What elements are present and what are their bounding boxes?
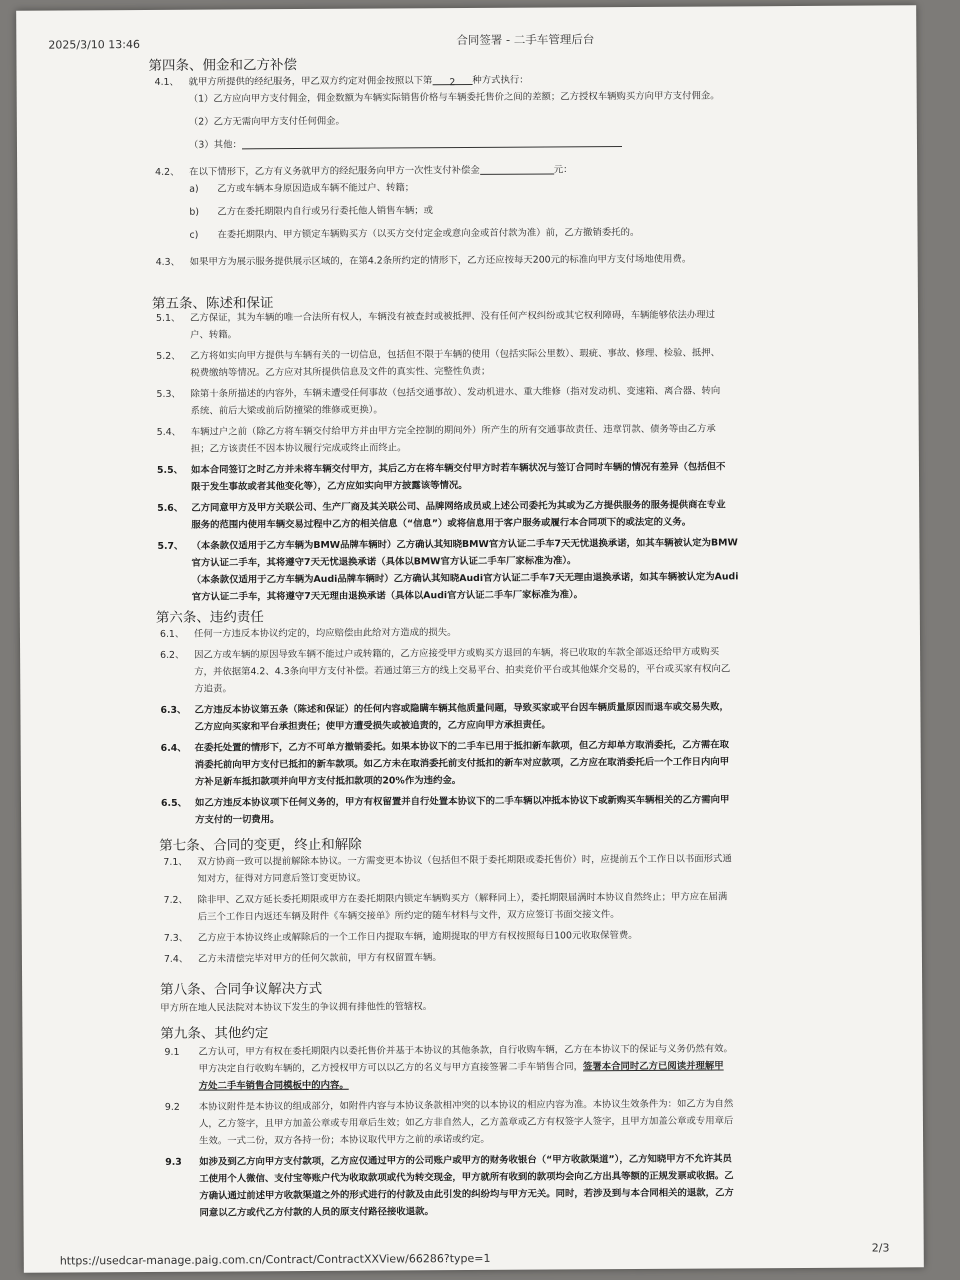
clause-7-1-cont: 知对方，征得对方同意后签订变更协议。 — [197, 872, 367, 885]
clause-6-5: 6.5、 如乙方违反本协议项下任何义务的，甲方有权留置并自行处置本协议下的二手车辆以冲抵本协议下或新购买车辆相关的乙方需向甲 — [160, 794, 730, 809]
clause-7-2-cont: 后三个工作日内返还车辆及附件《车辆交接单》所约定的随车材料与文件，双方应签订书面交接文件。 — [197, 909, 620, 923]
clause-6-1: 6.1、 任何一方违反本协议约定的，均应赔偿由此给对方造成的损失。 — [159, 627, 457, 640]
clause-5-6-cont: 服务的范围内使用车辆交易过程中乙方的相关信息（“信息”）或将信息用于客户服务或履行本合同项下的或法定的义务。 — [191, 516, 692, 531]
clause-5-2-cont: 税费缴纳等情况。乙方应对其所提供信息及文件的真实性、完整性负责； — [190, 365, 491, 379]
clause-5-1: 5.1、 乙方保证，其为车辆的唯一合法所有权人，车辆没有被查封或被抵押、没有任何产权纠纷或其它权利障碍，车辆能够依法办理过 — [156, 309, 716, 324]
clause-5-7: 5.7、 （本条款仅适用于乙方车辆为BMW品牌车辆时）乙方确认其知晓BMW官方认证二手车7天无忧退换承诺，如其车辆被认定为BMW — [157, 537, 738, 552]
clause-4-3: 4.3、 如果甲方为展示服务提供展示区域的，在第4.2条所约定的情形下，乙方还应按每天200元的标准向甲方支付场地使用费。 — [155, 253, 692, 268]
case-a: a) 乙方或车辆本身原因造成车辆不能过户、转籍； — [189, 182, 415, 195]
section-9-title: 第九条、其他约定 — [160, 1025, 269, 1042]
section-8-title: 第八条、合同争议解决方式 — [160, 980, 323, 998]
clause-9-1-cont: 甲方决定自行收购车辆的，乙方授权甲方可以以乙方的名义与甲方直接签署二手车销售合同，签署本合同时乙方已阅读并理解甲 — [198, 1060, 724, 1075]
clause-9-2-cont2: 生效。一式二份，双方各持一份；本协议取代甲方之前的承诺或约定。 — [199, 1133, 490, 1147]
contract-page — [16, 5, 924, 1272]
clause-5-4-cont: 担；乙方该责任不因本协议履行完成或终止而终止。 — [190, 442, 407, 455]
clause-5-1-cont: 户、转籍。 — [190, 329, 238, 341]
clause-6-2-cont2: 方追责。 — [194, 683, 232, 695]
clause-6-5-cont: 方支付的一切费用。 — [195, 814, 280, 826]
clause-6-4-cont: 消委托前向甲方支付已抵扣的新车款项。如乙方未在取消委托前支付抵扣的新车对应款项，乙方应在取消委托后一个工作日内向甲 — [194, 756, 730, 771]
section-4-body — [155, 70, 856, 271]
clause-9-3-cont3: 同意以乙方或代乙方付款的人员的原支付路径接收退款。 — [199, 1206, 434, 1219]
option-1: （1）乙方应向甲方支付佣金，佣金数额为车辆实际销售价格与车辆委托售价之间的差额；乙方授权车辆购买方向甲方支付佣金。 — [188, 90, 720, 105]
clause-5-5-cont: 限于发生事故或者其他变化等），乙方应如实向甲方披露该等情况。 — [191, 480, 468, 493]
clause-6-2: 6.2、 因乙方或车辆的原因导致车辆不能过户或转籍的，乙方应接受甲方或购买方退回的车辆，将已收取的车款全部返还给甲方或购买 — [160, 646, 720, 661]
clause-8-text: 甲方所在地人民法院对本协议下发生的争议拥有排他性的管辖权。 — [160, 1001, 433, 1014]
case-c: c) 在委托期限内、甲方锁定车辆购买方（以买方交付定金或意向金或首付款为准）前，乙方撤销委托的。 — [189, 226, 640, 241]
clause-6-3: 6.3、 乙方违反本协议第五条（陈述和保证）的任何内容或隐瞒车辆其他质量问题，导致买家或平台因车辆质量原因而退车或交易失败， — [160, 701, 729, 716]
section-5-body — [156, 306, 858, 606]
clause-9-2: 9.2 本协议附件是本协议的组成部分，如附件内容与本协议条款相冲突的以本协议的相应内容为准。本协议生效条件为：如乙方为自然 — [164, 1098, 734, 1113]
print-page-title: 合同签署 - 二手车管理后台 — [456, 32, 595, 48]
clause-6-4: 6.4、 在委托处置的情形下，乙方不可单方撤销委托。如果本协议下的二手车已用于抵扣新车款项，但乙方却单方取消委托，乙方需在取 — [160, 739, 730, 754]
print-url: https://usedcar-manage.paig.com.cn/Contract/ContractXXView/66286?type=1 — [59, 1251, 491, 1268]
clause-5-6: 5.6、 乙方同意甲方及甲方关联公司、生产厂商及其关联公司、品牌网络成员或上述公司委托为其或为乙方提供服务的服务提供商在专业 — [157, 499, 726, 514]
commission-method-field: 2 — [432, 74, 472, 85]
clause-7-2: 7.2、 除非甲、乙双方延长委托期限或甲方在委托期限内锁定车辆购买方（解释同上），委托期限届满时本协议自然终止；甲方应在届满 — [163, 891, 728, 906]
clause-5-5: 5.5、 如本合同签订之时乙方并未将车辆交付甲方，其后乙方在将车辆交付甲方时若车辆状况与签订合同时车辆的情况有差异（包括但不 — [156, 461, 726, 476]
clause-9-3-cont2: 方确认通过前述甲方收款渠道之外的形式进行的付款及由此引发的纠纷均与甲方无关。同时，若涉及到与本合同相关的退款，乙方 — [199, 1187, 734, 1202]
clause-9-1: 9.1 乙方认可，甲方有权在委托期限内以委托售价并基于本协议的其他条款，自行收购车辆，乙方在本协议下的保证与义务仍然有效。 — [164, 1043, 733, 1058]
clause-9-1-cont2: 方处二手车销售合同模板中的内容。 — [198, 1079, 349, 1092]
section-7-body — [163, 850, 864, 968]
clause-9-3-cont: 工使用个人微信、支付宝等账户代为收取款项或代为转交现金，甲方就所有收到的款项均会向乙方出具等额的正规发票或收据。乙 — [199, 1170, 734, 1185]
print-datetime: 2025/3/10 13:46 — [48, 38, 141, 52]
section-7-title: 第七条、合同的变更，终止和解除 — [159, 836, 362, 854]
clause-5-4: 5.4、 车辆过户之前（除乙方将车辆交付给甲方并由甲方完全控制的期间外）所产生的所有交通事故责任、违章罚款、债务等由乙方承 — [156, 423, 716, 438]
clause-7-3: 7.3、 乙方应于本协议终止或解除后的一个工作日内提取车辆，逾期提取的甲方有权按照每日100元收取保管费。 — [163, 929, 638, 944]
clause-7-1: 7.1、 双方协商一致可以提前解除本协议。一方需变更本协议（包括但不限于委托期限或委托售价）时，应提前五个工作日以书面形式通 — [163, 853, 732, 868]
section-9-body — [164, 1040, 865, 1222]
clause-5-7-audi: （本条款仅适用于乙方车辆为Audi品牌车辆时）乙方确认其知晓Audi官方认证二手车7天无理由退换承诺，如其车辆被认定为Audi — [191, 571, 739, 586]
clause-6-4-cont2: 方补足新车抵扣款项并向甲方支付抵扣款项的20%作为违约金。 — [194, 775, 462, 788]
section-6-body — [160, 622, 861, 829]
clause-4-1: 4.1、 就甲方所提供的经纪服务，甲乙双方约定对佣金按照以下第 2 种方式执行： — [154, 74, 529, 89]
section-5-title: 第五条、陈述和保证 — [151, 295, 274, 312]
clause-5-2: 5.2、 乙方将如实向甲方提供与车辆有关的一切信息，包括但不限于车辆的使用（包括实际公里数）、瑕疵、事故、修理、检验、抵押、 — [156, 347, 720, 362]
clause-4-2: 4.2、 在以下情形下，乙方有义务就甲方的经纪服务向甲方一次性支付补偿金 元： — [155, 164, 573, 178]
clause-5-7-audi-cont: 官方认证二手车，其将遵守7天无理由退换承诺（具体以Audi官方认证二手车厂家标准为准）。 — [191, 589, 584, 603]
clause-9-3: 9.3 如涉及到乙方向甲方支付款项，乙方应仅通过甲方的公司账户或甲方的财务收银台（“甲方收款渠道”），乙方知晓甲方不允许其员 — [165, 1153, 732, 1168]
clause-9-2-cont: 人，乙方签字，且甲方加盖公章或专用章后生效；如乙方非自然人，乙方盖章或乙方有权签字人签字，且甲方加盖公章或专用章后 — [198, 1115, 734, 1130]
clause-5-3-cont: 系统、前后大梁或前后防撞梁的维修或更换）。 — [190, 404, 383, 417]
compensation-amount-blank — [480, 163, 554, 174]
clause-6-3-cont: 乙方应向买家和平台承担责任；使甲方遭受损失或被追责的，乙方应向甲方承担责任。 — [194, 719, 551, 733]
section-6-title: 第六条、违约责任 — [155, 609, 264, 626]
case-b: b) 乙方在委托期限内自行或另行委托他人销售车辆；或 — [189, 205, 434, 218]
page-number: 2/3 — [871, 1241, 890, 1255]
section-4-title: 第四条、佣金和乙方补偿 — [148, 57, 298, 74]
other-method-blank — [242, 136, 622, 149]
option-3: （3）其他： — [155, 133, 855, 154]
option-2: （2）乙方无需向甲方支付任何佣金。 — [188, 115, 345, 128]
clause-5-3: 5.3、 除第十条所描述的内容外，车辆未遭受任何事故（包括交通事故）、发动机进水、重大维修（指对发动机、变速箱、离合器、转向 — [156, 385, 721, 400]
clause-5-7-bmw: 官方认证二手车，其将遵守7天无忧退换承诺（具体以BMW官方认证二手车厂家标准为准）。 — [191, 555, 577, 569]
clause-6-2-cont: 方，并依据第4.2、4.3条向甲方支付补偿。若通过第三方的线上交易平台、拍卖竞价平台或其他媒介交易的，平台或买家有权向乙 — [194, 663, 731, 678]
clause-7-4: 7.4、 乙方未清偿完毕对甲方的任何欠款前，甲方有权留置车辆。 — [163, 952, 442, 965]
